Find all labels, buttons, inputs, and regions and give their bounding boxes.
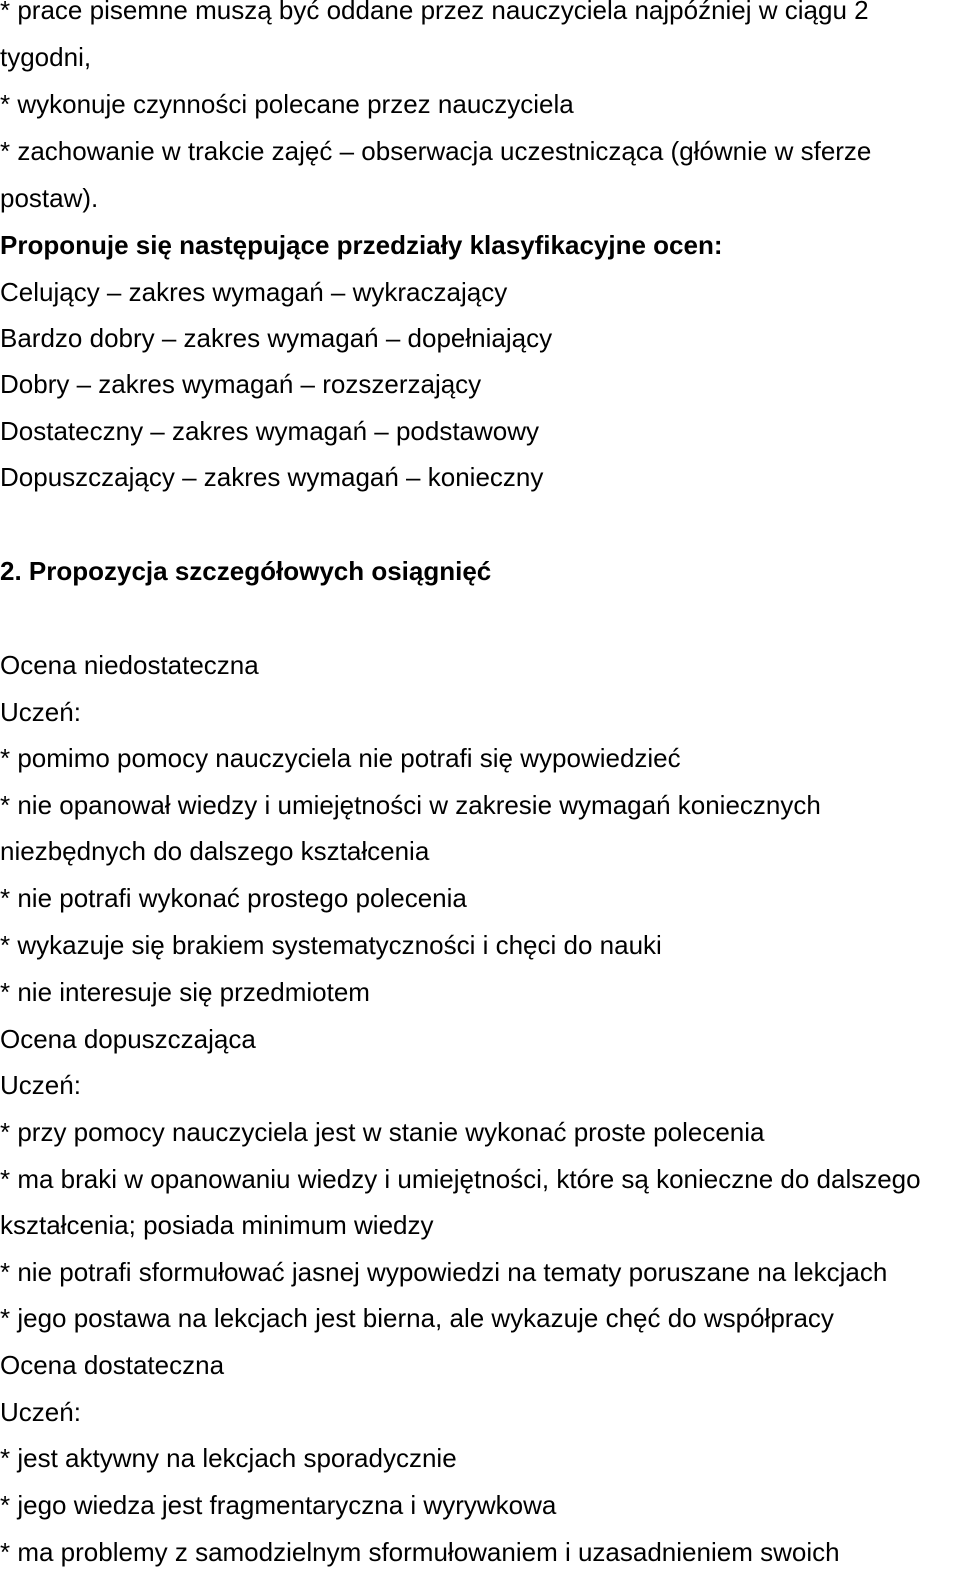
classification-item: Bardzo dobry – zakres wymagań – dopełniający bbox=[0, 323, 553, 353]
criterion-line: * jest aktywny na lekcjach sporadycznie bbox=[0, 1443, 457, 1473]
student-label: Uczeń: bbox=[0, 1397, 81, 1427]
criterion-line: * wykazuje się brakiem systematyczności i chęci do nauki bbox=[0, 930, 662, 960]
student-label: Uczeń: bbox=[0, 1070, 81, 1100]
intro-line: * zachowanie w trakcie zajęć – obserwacja uczestnicząca (głównie w sferze bbox=[0, 136, 872, 166]
intro-line: tygodni, bbox=[0, 42, 92, 72]
intro-line: * prace pisemne muszą być oddane przez nauczyciela najpóźniej w ciągu 2 bbox=[0, 0, 869, 25]
criterion-line: * jego wiedza jest fragmentaryczna i wyrywkowa bbox=[0, 1490, 557, 1520]
classification-item: Dopuszczający – zakres wymagań – konieczny bbox=[0, 462, 544, 492]
grade-title: Ocena dopuszczająca bbox=[0, 1024, 256, 1054]
criterion-line: * pomimo pomocy nauczyciela nie potrafi się wypowiedzieć bbox=[0, 743, 681, 773]
classification-heading: Proponuje się następujące przedziały klasyfikacyjne ocen: bbox=[0, 230, 723, 260]
classification-item: Dobry – zakres wymagań – rozszerzający bbox=[0, 369, 482, 399]
criterion-line: * ma problemy z samodzielnym sformułowaniem i uzasadnieniem swoich bbox=[0, 1537, 840, 1567]
grade-title: Ocena niedostateczna bbox=[0, 650, 259, 680]
criterion-line: * przy pomocy nauczyciela jest w stanie wykonać proste polecenia bbox=[0, 1117, 765, 1147]
criterion-line: * nie opanował wiedzy i umiejętności w zakresie wymagań koniecznych bbox=[0, 790, 821, 820]
intro-line: postaw). bbox=[0, 183, 99, 213]
criterion-line: * nie interesuje się przedmiotem bbox=[0, 977, 370, 1007]
criterion-line: * ma braki w opanowaniu wiedzy i umiejętności, które są konieczne do dalszego bbox=[0, 1164, 921, 1194]
criterion-line: * nie potrafi wykonać prostego polecenia bbox=[0, 883, 467, 913]
criterion-line: kształcenia; posiada minimum wiedzy bbox=[0, 1210, 434, 1240]
student-label: Uczeń: bbox=[0, 697, 81, 727]
intro-line: * wykonuje czynności polecane przez nauczyciela bbox=[0, 89, 574, 119]
section-heading: 2. Propozycja szczegółowych osiągnięć bbox=[0, 556, 492, 586]
criterion-line: * jego postawa na lekcjach jest bierna, ale wykazuje chęć do współpracy bbox=[0, 1303, 834, 1333]
criterion-line: * nie potrafi sformułować jasnej wypowiedzi na tematy poruszane na lekcjach bbox=[0, 1257, 888, 1287]
classification-item: Celujący – zakres wymagań – wykraczający bbox=[0, 277, 508, 307]
grade-title: Ocena dostateczna bbox=[0, 1350, 225, 1380]
classification-item: Dostateczny – zakres wymagań – podstawowy bbox=[0, 416, 540, 446]
criterion-line: niezbędnych do dalszego kształcenia bbox=[0, 836, 430, 866]
